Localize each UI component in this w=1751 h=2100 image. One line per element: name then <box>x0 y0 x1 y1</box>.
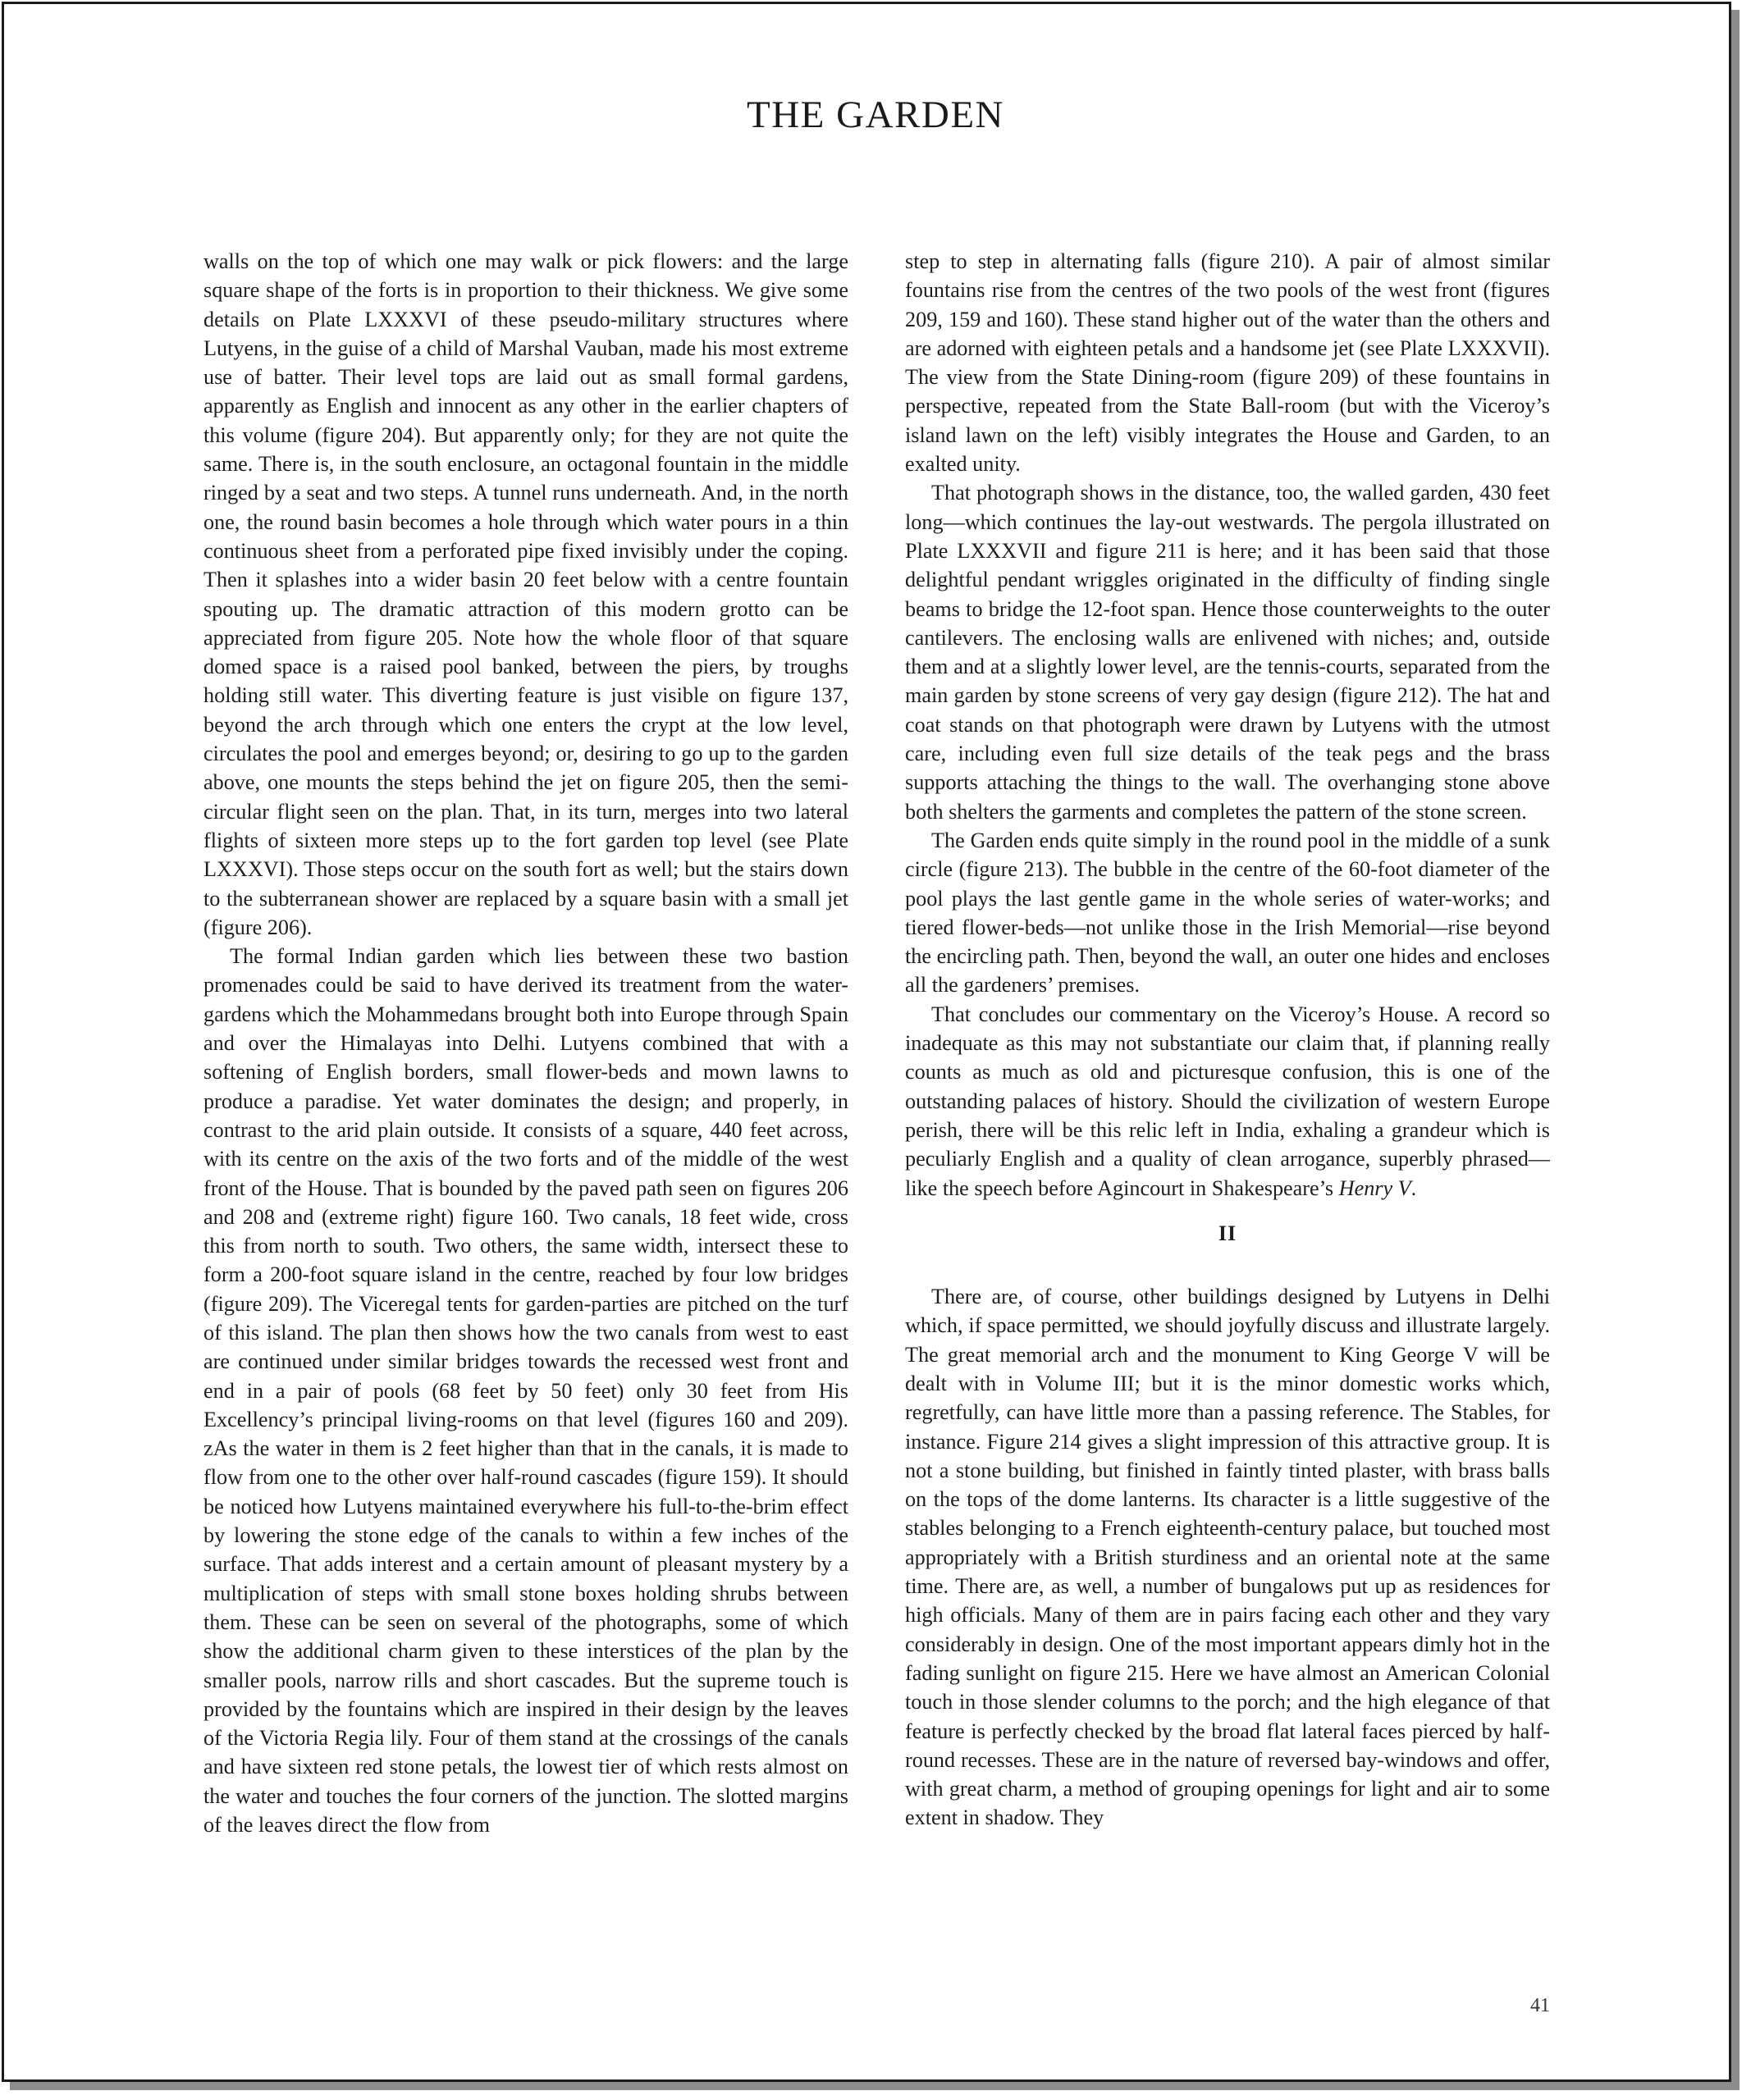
paragraph: The Garden ends quite simply in the round pool in the middle of a sunk circle (figure 213). The bubble in the centre of the 60-foot diameter of the pool plays the last gentle game in the whole series of water-works; and tiered flower-beds—not unlike those in the Irish Memorial—rise beyond the encircling path. Then, beyond the wall, an outer one hides and encloses all the gardeners’ premises. <box>905 828 1550 998</box>
section-heading: II <box>1218 1221 1237 1245</box>
page-title: THE GARDEN <box>747 94 1004 136</box>
right-column <box>905 247 1550 1833</box>
paragraph: That photograph shows in the distance, too, the walled garden, 430 feet long—which continues the lay-out westwards. The pergola illustrated on Plate LXXXVII and figure 211 is here; and it has been said that those delightful pendant wriggles originated in the difficulty of finding single beams to bridge the 12-foot span. Hence those counterweights to the outer cantilevers. The enclosing walls are enlivened with niches; and, outside them and at a slightly lower level, are the tennis-courts, separated from the main garden by stone screens of very gay design (figure 212). The hat and coat stands on that photograph were drawn by Lutyens with the utmost care, including even full size details of the teak pegs and the brass supports attaching the things to the wall. The overhanging stone above both shelters the garments and completes the pattern of the stone screen. <box>905 481 1550 824</box>
paragraph <box>905 1000 1550 1203</box>
left-column <box>203 247 848 1839</box>
paragraph: walls on the top of which one may walk or pick flowers: and the large square shape of the forts is in proportion to their thickness. We give some details on Plate LXXXVI of these pseudo-military structures where Lutyens, in the guise of a child of Marshal Vauban, made his most extreme use of batter. Their level tops are laid out as small formal gardens, apparently as English and innocent as any other in the earlier chapters of this volume (figure 204). But apparently only; for they are not quite the same. There is, in the south enclosure, an octagonal fountain in the middle ringed by a seat and two steps. A tunnel runs underneath. And, in the north one, the round basin becomes a hole through which water pours in a thin continuous sheet from a perforated pipe fixed invisibly under the coping. Then it splashes into a wider basin 20 feet below with a centre fountain spouting up. The dramatic attraction of this modern grotto can be appreciated from figure 205. Note how the whole floor of that square domed space is a raised pool banked, between the piers, by troughs holding still water. This diverting feature is just visible on figure 137, beyond the arch through which one enters the crypt at the low level, circulates the pool and emerges beyond; or, desiring to go up to the garden above, one mounts the steps behind the jet on figure 205, then the semi-circular flight seen on the plan. That, in its turn, merges into two lateral flights of sixteen more steps up to the fort garden top level (see Plate LXXXVI). Those steps occur on the south fort as well; but the stairs down to the subterranean shower are replaced by a square basin with a small jet (figure 206). <box>203 249 848 939</box>
paragraph: The formal Indian garden which lies between these two bastion promenades could be said to have derived its treatment from the water-gardens which the Mohammedans brought both into Europe through Spain and over the Himalayas into Delhi. Lutyens combined that with a softening of English borders, small flower-beds and mown lawns to produce a paradise. Yet water dominates the design; and properly, in contrast to the arid plain outside. It consists of a square, 440 feet across, with its centre on the axis of the two forts and of the middle of the west front of the House. That is bounded by the paved path seen on figures 206 and 208 and (extreme right) figure 160. Two canals, 18 feet wide, cross this from north to south. Two others, the same width, intersect these to form a 200-foot square island in the centre, reached by four low bridges (figure 209). The Viceregal tents for garden-parties are pitched on the turf of this island. The plan then shows how the two canals from west to east are continued under similar bridges towards the recessed west front and end in a pair of pools (68 feet by 50 feet) only 30 feet from His Excellency’s principal living-rooms on that level (figures 160 and 209). zAs the water in them is 2 feet higher than that in the canals, it is made to flow from one to the other over half-round cascades (figure 159). It should be noticed how Lutyens maintained everywhere his full-to-the-brim effect by lowering the stone edge of the canals to within a few inches of the surface. That adds interest and a certain amount of pleasant mystery by a multiplication of steps with small stone boxes holding shrubs between them. These can be seen on several of the photographs, some of which show the additional charm given to these interstices of the plan by the smaller pools, narrow rills and short cascades. But the supreme touch is provided by the fountains which are inspired in their design by the leaves of the Victoria Regia lily. Four of them stand at the crossings of the canals and have sixteen red stone petals, the lowest tier of which rests almost on the water and touches the four corners of the junction. The slotted margins of the leaves direct the flow from <box>203 944 848 1838</box>
paragraph-text: That concludes our commentary on the Viceroy’s House. A record so inadequate as this may not substantiate our claim that, if planning really counts as much as old and picturesque confusion, this is one of the outstanding palaces of history. Should the civilization of western Europe perish, there will be this relic left in India, exhaling a grandeur which is peculiarly English and a quality of clean arrogance, superbly phrased—like the speech before Agincourt in Shakespeare’s <box>905 1002 1550 1200</box>
page-number: 41 <box>1530 1995 1550 2016</box>
paragraph: There are, of course, other buildings designed by Lutyens in Delhi which, if space permitted, we should joyfully discuss and illustrate largely. The great memorial arch and the monument to King George V will be dealt with in Volume III; but it is the minor domestic works which, regretfully, can have little more than a passing reference. The Stables, for instance. Figure 214 gives a slight impression of this attractive group. It is not a stone building, but finished in faintly tinted plaster, with brass balls on the tops of the dome lanterns. Its character is a little suggestive of the stables belonging to a French eighteenth-century palace, but touched most appropriately with a British sturdiness and an oriental note at the same time. There are, as well, a number of bungalows put up as residences for high officials. Many of them are in pairs facing each other and they vary considerably in design. One of the most important appears dimly hot in the fading sunlight on figure 215. Here we have almost an American Colonial touch in those slender columns to the porch; and the high elegance of that feature is perfectly checked by the broad flat lateral faces pierced by half-round recesses. These are in the nature of reversed bay-windows and offer, with great charm, a method of grouping openings for light and air to some extent in shadow. They <box>905 1285 1550 1830</box>
paragraph: step to step in alternating falls (figure 210). A pair of almost similar fountains rise from the centres of the two pools of the west front (figures 209, 159 and 160). These stand higher out of the water than the others and are adorned with eighteen petals and a handsome jet (see Plate LXXXVII). The view from the State Dining-room (figure 209) of these fountains in perspective, repeated from the State Ball-room (but with the Viceroy’s island lawn on the left) visibly integrates the House and Garden, to an exalted unity. <box>905 249 1550 477</box>
italic-title: Henry V <box>1338 1176 1411 1200</box>
paragraph-end: . <box>1410 1176 1417 1200</box>
